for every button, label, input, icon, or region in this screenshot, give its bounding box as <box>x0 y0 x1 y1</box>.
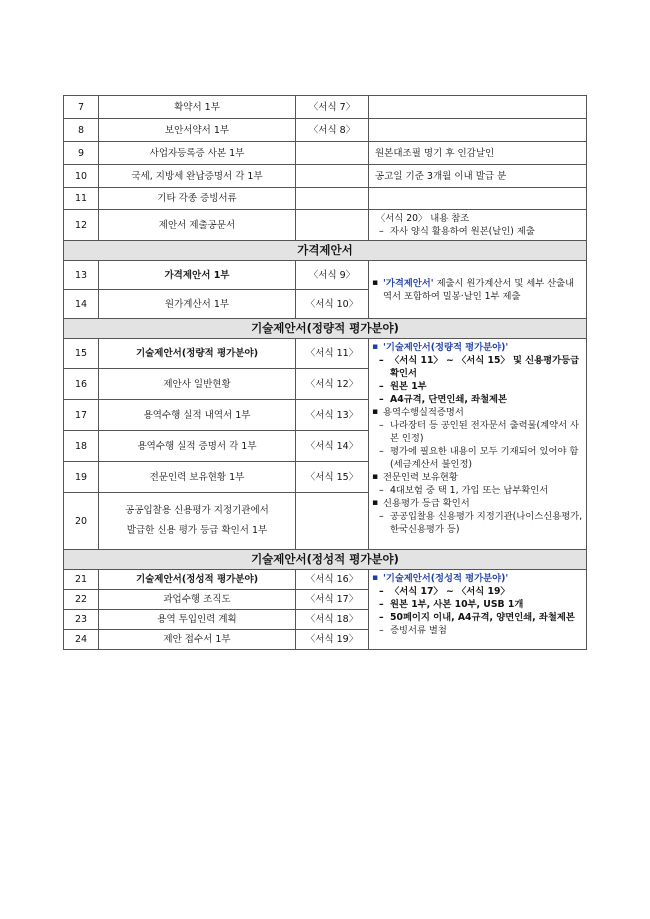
remark-bullet: ▪ '기술제안서(정량적 평가분야)' <box>372 341 583 354</box>
remark-dash: – 50페이지 이내, A4규격, 양면인쇄, 좌철제본 <box>372 611 583 624</box>
remark <box>369 339 587 550</box>
table-row <box>64 210 587 241</box>
document-name-line: 발급한 신용 평가 등급 확인서 1부 <box>126 525 268 536</box>
remark <box>369 570 587 650</box>
section-title: 기술제안서(정성적 평가분야) <box>64 550 587 570</box>
remark-dash: – 평가에 필요한 내용이 모두 기재되어 있어야 함(세금계산서 불인정) <box>372 445 583 471</box>
remark-dash: – 〈서식 11〉 ~ 〈서식 15〉 및 신용평가등급 확인서 <box>372 354 583 380</box>
row-number: 18 <box>64 431 99 462</box>
row-number: 11 <box>64 188 99 210</box>
remark-bullet: ▪ 신용평가 등급 확인서 <box>372 497 583 510</box>
document-name: 제안사 일반현황 <box>99 369 296 400</box>
highlight-text: '가격제안서' <box>383 277 434 289</box>
remark-line: 〈서식 20〉 내용 참조 <box>376 213 470 224</box>
form-reference: 〈서식 19〉 <box>296 630 369 650</box>
remark: 공고일 기준 3개월 이내 발급 분 <box>369 165 587 188</box>
table-row <box>64 188 587 210</box>
row-number: 15 <box>64 339 99 369</box>
form-reference: 〈서식 11〉 <box>296 339 369 369</box>
row-number: 24 <box>64 630 99 650</box>
form-reference <box>296 210 369 241</box>
document-name: 제안 접수서 1부 <box>99 630 296 650</box>
section-title: 기술제안서(정량적 평가분야) <box>64 319 587 339</box>
remark-line: – 자사 양식 활용하여 원본(날인) 제출 <box>372 225 583 238</box>
document-name: 보안서약서 1부 <box>99 119 296 142</box>
row-number: 19 <box>64 462 99 493</box>
document-name: 사업자등록증 사본 1부 <box>99 142 296 165</box>
document-name-line: 공공입찰용 신용평가 지정기관에서 <box>125 505 269 516</box>
table-row <box>64 165 587 188</box>
section-title: 가격제안서 <box>64 241 587 261</box>
row-number: 17 <box>64 400 99 431</box>
section-header-price <box>64 241 587 261</box>
row-number: 16 <box>64 369 99 400</box>
document-name: 기술제안서(정성적 평가분야) <box>99 570 296 590</box>
table-row <box>64 142 587 165</box>
remark: 원본대조필 명기 후 인감날인 <box>369 142 587 165</box>
document-name: 원가계산서 1부 <box>99 290 296 319</box>
remark-bullet: ▪ 용역수행실적증명서 <box>372 406 583 419</box>
document-name: 제안서 제출공문서 <box>99 210 296 241</box>
row-number: 21 <box>64 570 99 590</box>
table-row <box>64 261 587 290</box>
row-number: 20 <box>64 493 99 550</box>
remark-dash: – A4규격, 단면인쇄, 좌철제본 <box>372 393 583 406</box>
remark-text: 제출시 원가계산서 및 세부 산출내역서 포함하여 밀봉·날인 1부 제출 <box>383 277 575 302</box>
document-name: 확약서 1부 <box>99 96 296 119</box>
remark-dash: – 증빙서류 별첨 <box>372 624 583 637</box>
table-row <box>64 339 587 369</box>
remark-bullet: ▪ 전문인력 보유현황 <box>372 471 583 484</box>
remark <box>369 261 587 319</box>
row-number: 12 <box>64 210 99 241</box>
remark-dash: – 원본 1부, 사본 10부, USB 1개 <box>372 598 583 611</box>
document-name: 기술제안서(정량적 평가분야) <box>99 339 296 369</box>
table-row <box>64 119 587 142</box>
document-name: 가격제안서 1부 <box>99 261 296 290</box>
submission-documents-table <box>63 95 587 650</box>
form-reference <box>296 165 369 188</box>
row-number: 23 <box>64 610 99 630</box>
row-number: 14 <box>64 290 99 319</box>
remark-bullet: ▪ '기술제안서(정성적 평가분야)' <box>372 572 583 585</box>
form-reference: 〈서식 13〉 <box>296 400 369 431</box>
remark-dash: – 원본 1부 <box>372 380 583 393</box>
document-name: 용역 투입인력 계획 <box>99 610 296 630</box>
remark <box>369 119 587 142</box>
form-reference: 〈서식 12〉 <box>296 369 369 400</box>
row-number: 22 <box>64 590 99 610</box>
row-number: 7 <box>64 96 99 119</box>
table-row <box>64 570 587 590</box>
document-name: 용역수행 실적 내역서 1부 <box>99 400 296 431</box>
section-header-quantitative <box>64 319 587 339</box>
form-reference <box>296 188 369 210</box>
remark-dash: – 나라장터 등 공인된 전자문서 출력물(계약서 사본 인정) <box>372 419 583 445</box>
document-name: 과업수행 조직도 <box>99 590 296 610</box>
form-reference: 〈서식 16〉 <box>296 570 369 590</box>
row-number: 8 <box>64 119 99 142</box>
row-number: 10 <box>64 165 99 188</box>
form-reference: 〈서식 7〉 <box>296 96 369 119</box>
form-reference: 〈서식 17〉 <box>296 590 369 610</box>
form-reference: 〈서식 15〉 <box>296 462 369 493</box>
remark-dash: – 공공입찰용 신용평가 지정기관(나이스신용평가, 한국신용평가 등) <box>372 510 583 536</box>
document-name: 국세, 지방세 완납증명서 각 1부 <box>99 165 296 188</box>
document-name: 용역수행 실적 증명서 각 1부 <box>99 431 296 462</box>
document-name <box>99 493 296 550</box>
form-reference: 〈서식 18〉 <box>296 610 369 630</box>
document-name: 전문인력 보유현황 1부 <box>99 462 296 493</box>
form-reference: 〈서식 8〉 <box>296 119 369 142</box>
form-reference <box>296 142 369 165</box>
section-header-qualitative <box>64 550 587 570</box>
remark-dash: – 〈서식 17〉 ~ 〈서식 19〉 <box>372 585 583 598</box>
form-reference: 〈서식 14〉 <box>296 431 369 462</box>
table-row <box>64 96 587 119</box>
remark <box>369 210 587 241</box>
remark-dash: – 4대보험 중 택 1, 가입 또는 납부확인서 <box>372 484 583 497</box>
form-reference <box>296 493 369 550</box>
remark <box>369 188 587 210</box>
document-name: 기타 각종 증빙서류 <box>99 188 296 210</box>
form-reference: 〈서식 10〉 <box>296 290 369 319</box>
remark <box>369 96 587 119</box>
remark-bullet <box>372 277 583 303</box>
row-number: 9 <box>64 142 99 165</box>
form-reference: 〈서식 9〉 <box>296 261 369 290</box>
row-number: 13 <box>64 261 99 290</box>
